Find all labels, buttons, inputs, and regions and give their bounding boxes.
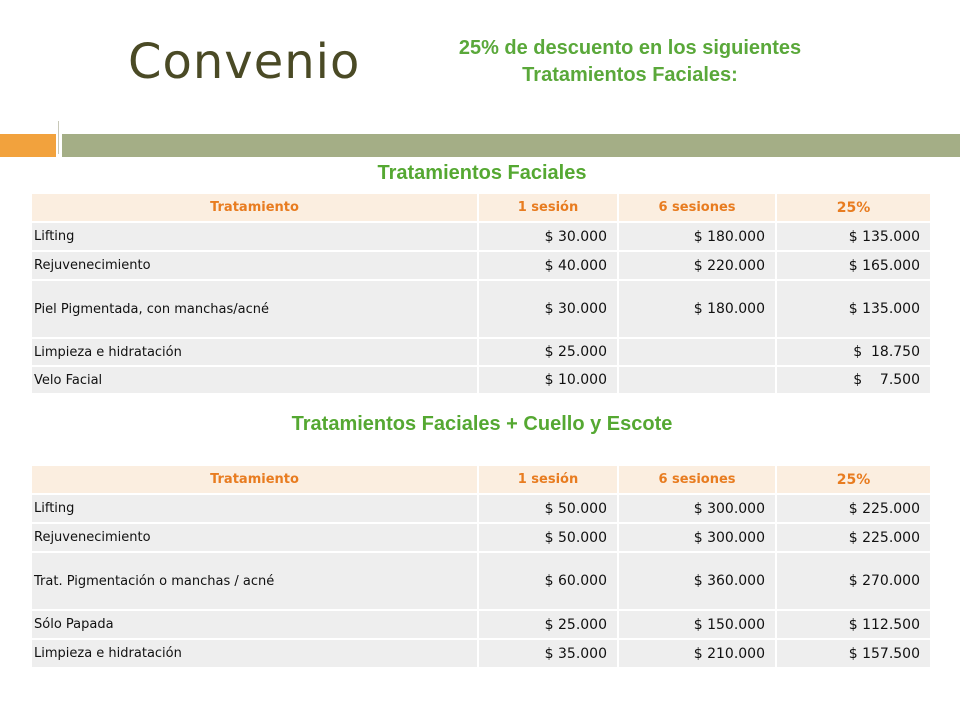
- table-row: [32, 524, 932, 553]
- promo-subtitle-line2: Tratamientos Faciales:: [522, 64, 738, 86]
- cell-6-sesiones: $ 210.000: [619, 640, 777, 669]
- cell-6-sesiones: $ 180.000: [619, 223, 777, 252]
- cell-6-sesiones: $ 300.000: [619, 495, 777, 524]
- column-header-tratamiento: Tratamiento: [32, 194, 479, 223]
- cell-1-sesion: $ 25.000: [479, 339, 619, 367]
- cell-1-sesion: $ 10.000: [479, 367, 619, 395]
- cell-1-sesion: $ 30.000: [479, 281, 619, 339]
- table-header-row: [32, 466, 932, 495]
- price-table-faciales: [32, 194, 932, 395]
- cell-25-percent: $ 225.000: [777, 524, 932, 553]
- cell-25-percent: $ 7.500: [777, 367, 932, 395]
- cell-25-percent: $ 165.000: [777, 252, 932, 281]
- cell-1-sesion: $ 25.000: [479, 611, 619, 640]
- column-header-1-sesion: 1 sesión: [479, 466, 619, 495]
- table-row: [32, 640, 932, 669]
- cell-1-sesion: $ 40.000: [479, 252, 619, 281]
- table-row: [32, 281, 932, 339]
- cell-6-sesiones: [619, 339, 777, 367]
- cell-tratamiento: Lifting: [32, 495, 479, 524]
- cell-1-sesion: $ 60.000: [479, 553, 619, 611]
- promo-subtitle: [420, 35, 840, 89]
- cell-tratamiento: Trat. Pigmentación o manchas / acné: [32, 553, 479, 611]
- cell-tratamiento: Rejuvenecimiento: [32, 524, 479, 553]
- table-row: [32, 495, 932, 524]
- page-title: Convenio: [128, 34, 361, 90]
- cell-tratamiento: Sólo Papada: [32, 611, 479, 640]
- promo-subtitle-line1: 25% de descuento en los siguientes: [458, 37, 802, 59]
- cell-6-sesiones: $ 180.000: [619, 281, 777, 339]
- accent-bar-green: [62, 134, 960, 157]
- cell-tratamiento: Piel Pigmentada, con manchas/acné: [32, 281, 479, 339]
- cell-6-sesiones: $ 300.000: [619, 524, 777, 553]
- column-header-6-sesiones: 6 sesiones: [619, 194, 777, 223]
- cell-1-sesion: $ 50.000: [479, 524, 619, 553]
- cell-25-percent: $ 157.500: [777, 640, 932, 669]
- cell-1-sesion: $ 30.000: [479, 223, 619, 252]
- cell-tratamiento: Rejuvenecimiento: [32, 252, 479, 281]
- column-header-25-percent: 25%: [777, 194, 932, 223]
- cell-tratamiento: Velo Facial: [32, 367, 479, 395]
- cell-25-percent: $ 18.750: [777, 339, 932, 367]
- column-header-25-percent: 25%: [777, 466, 932, 495]
- header-divider-line: [58, 121, 59, 154]
- cell-tratamiento: Limpieza e hidratación: [32, 339, 479, 367]
- column-header-1-sesion: 1 sesión: [479, 194, 619, 223]
- cell-tratamiento: Lifting: [32, 223, 479, 252]
- cell-tratamiento: Limpieza e hidratación: [32, 640, 479, 669]
- cell-6-sesiones: $ 360.000: [619, 553, 777, 611]
- cell-6-sesiones: $ 150.000: [619, 611, 777, 640]
- cell-6-sesiones: [619, 367, 777, 395]
- cell-25-percent: $ 112.500: [777, 611, 932, 640]
- table-row: [32, 339, 932, 367]
- section-title-faciales-cuello-escote: Tratamientos Faciales + Cuello y Escote: [291, 413, 673, 435]
- table-header-row: [32, 194, 932, 223]
- column-header-6-sesiones: 6 sesiones: [619, 466, 777, 495]
- cell-1-sesion: $ 50.000: [479, 495, 619, 524]
- section-title-faciales: Tratamientos Faciales: [377, 162, 587, 184]
- table-row: [32, 611, 932, 640]
- column-header-tratamiento: Tratamiento: [32, 466, 479, 495]
- table-row: [32, 223, 932, 252]
- accent-bar-orange: [0, 134, 56, 157]
- cell-25-percent: $ 135.000: [777, 223, 932, 252]
- table-row: [32, 367, 932, 395]
- cell-25-percent: $ 225.000: [777, 495, 932, 524]
- price-table-faciales-cuello-escote: [32, 466, 932, 669]
- table-row: [32, 252, 932, 281]
- cell-25-percent: $ 270.000: [777, 553, 932, 611]
- cell-6-sesiones: $ 220.000: [619, 252, 777, 281]
- table-row: [32, 553, 932, 611]
- cell-25-percent: $ 135.000: [777, 281, 932, 339]
- cell-1-sesion: $ 35.000: [479, 640, 619, 669]
